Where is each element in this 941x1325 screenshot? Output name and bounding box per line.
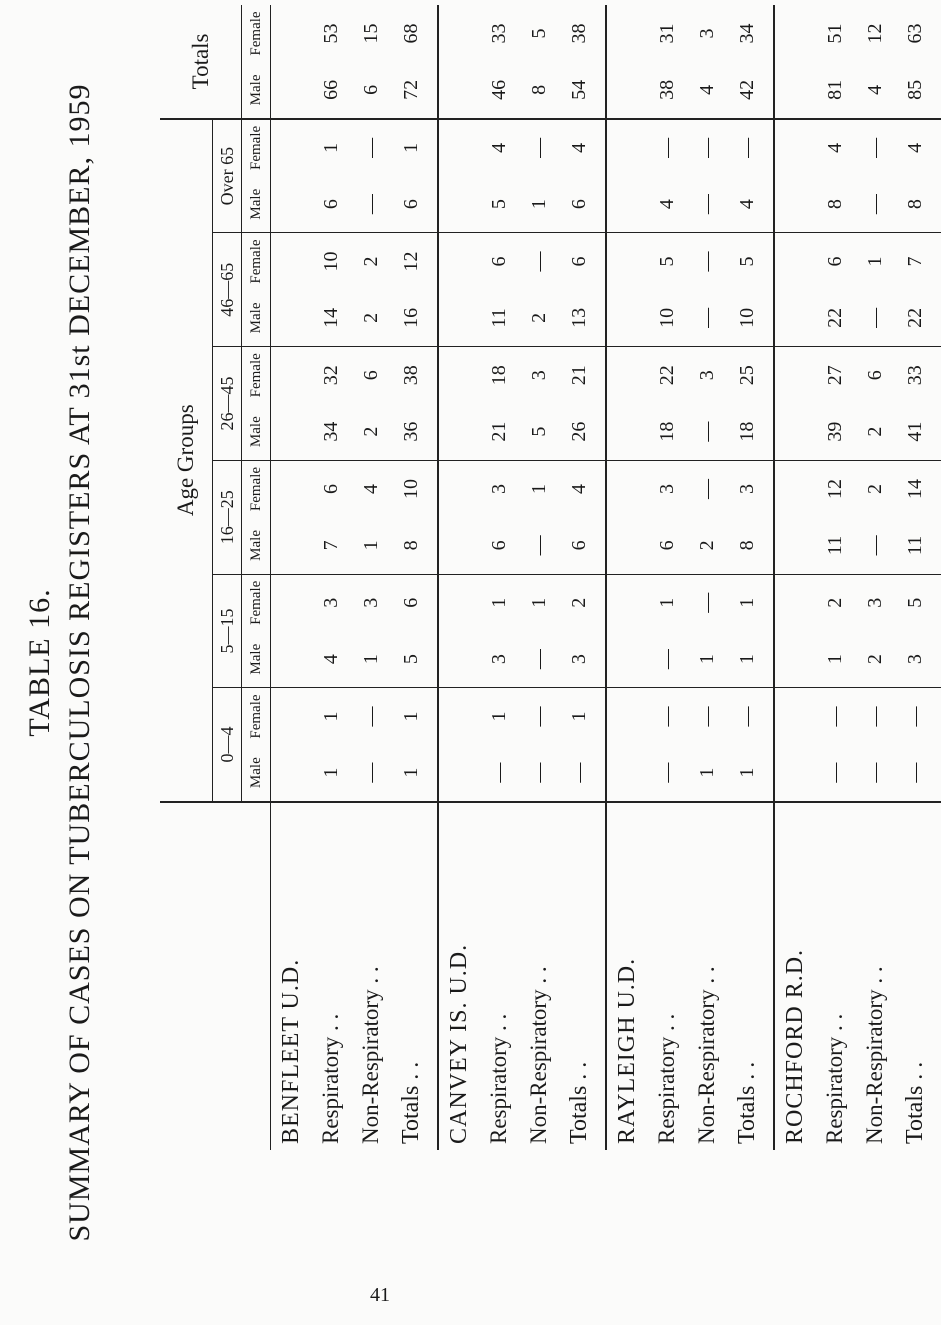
data-row-label: Respiratory . .: [654, 1013, 679, 1144]
empty-cell: [606, 574, 647, 631]
value-cell: —: [519, 517, 559, 574]
value-cell: 2: [359, 256, 382, 267]
data-row: [351, 5, 391, 1150]
age-group-header: Over 65: [213, 119, 242, 233]
value-cell: 18: [727, 403, 774, 460]
district-heading-label: BENFLEET U.D.: [271, 802, 312, 1150]
table-title: [20, 0, 100, 1325]
empty-cell: [438, 688, 479, 745]
district-heading: [438, 5, 479, 1150]
empty-cell: [606, 62, 647, 119]
data-row: [479, 5, 519, 1150]
data-row-label: Non-Respiratory . .: [862, 966, 887, 1144]
empty-cell: [774, 347, 815, 404]
value-cell: 1: [351, 631, 391, 688]
value-cell: 6: [479, 517, 519, 574]
value-cell: 36: [391, 403, 438, 460]
value-cell: 1: [487, 597, 510, 608]
value-cell: 6: [399, 597, 422, 608]
value-cell: —: [647, 631, 687, 688]
value-cell: 2: [823, 597, 846, 608]
value-cell: —: [687, 403, 727, 460]
value-cell: 16: [391, 290, 438, 347]
empty-cell: [271, 347, 312, 404]
female-header: Female: [242, 233, 271, 290]
female-header: Female: [242, 5, 271, 62]
female-header: Female: [242, 688, 271, 745]
empty-cell: [774, 403, 815, 460]
value-cell: 4: [687, 62, 727, 119]
value-cell: 3: [319, 597, 342, 608]
value-cell: 1: [319, 142, 342, 153]
district-heading: [271, 5, 312, 1150]
empty-cell: [271, 574, 312, 631]
empty-cell: [606, 5, 647, 62]
value-cell: 5: [903, 597, 926, 608]
value-cell: 41: [895, 403, 941, 460]
value-cell: 6: [559, 517, 606, 574]
value-cell: 6: [359, 370, 382, 381]
value-cell: —: [359, 706, 382, 727]
value-cell: 1: [399, 711, 422, 722]
corner-cell: [242, 802, 271, 1150]
empty-cell: [438, 574, 479, 631]
value-cell: 4: [727, 176, 774, 233]
totals-header: Totals: [160, 5, 242, 119]
totals-row-label: Totals . .: [901, 1061, 928, 1144]
empty-cell: [271, 233, 312, 290]
totals-row: [559, 5, 606, 1150]
value-cell: 27: [823, 365, 846, 386]
empty-cell: [606, 631, 647, 688]
empty-cell: [271, 176, 312, 233]
value-cell: —: [519, 745, 559, 802]
value-cell: —: [527, 706, 550, 727]
value-cell: 1: [727, 745, 774, 802]
value-cell: 31: [655, 23, 678, 44]
value-cell: 1: [527, 484, 550, 495]
male-header: Male: [242, 745, 271, 802]
value-cell: 1: [527, 597, 550, 608]
value-cell: 51: [823, 23, 846, 44]
empty-cell: [438, 119, 479, 176]
value-cell: 32: [319, 365, 342, 386]
value-cell: 4: [647, 176, 687, 233]
value-cell: 22: [895, 290, 941, 347]
value-cell: 25: [735, 365, 758, 386]
value-cell: —: [687, 290, 727, 347]
value-cell: 6: [351, 62, 391, 119]
value-cell: 6: [863, 370, 886, 381]
data-row-label: Respiratory . .: [822, 1013, 847, 1144]
value-cell: 81: [815, 62, 855, 119]
data-row: [647, 5, 687, 1150]
empty-cell: [438, 290, 479, 347]
value-cell: 33: [903, 365, 926, 386]
value-cell: 3: [895, 631, 941, 688]
empty-cell: [606, 688, 647, 745]
value-cell: 2: [351, 290, 391, 347]
value-cell: 10: [399, 479, 422, 500]
value-cell: 2: [855, 631, 895, 688]
value-cell: —: [519, 631, 559, 688]
value-cell: 2: [519, 290, 559, 347]
value-cell: 4: [567, 484, 590, 495]
value-cell: —: [823, 706, 846, 727]
value-cell: —: [479, 745, 519, 802]
value-cell: 3: [559, 631, 606, 688]
value-cell: 53: [319, 23, 342, 44]
empty-cell: [438, 403, 479, 460]
value-cell: 6: [391, 176, 438, 233]
value-cell: —: [655, 706, 678, 727]
data-row-label: Respiratory . .: [486, 1013, 511, 1144]
value-cell: —: [863, 706, 886, 727]
empty-cell: [774, 688, 815, 745]
empty-cell: [606, 347, 647, 404]
value-cell: 68: [399, 23, 422, 44]
totals-row: [727, 5, 774, 1150]
male-header: Male: [242, 517, 271, 574]
tuberculosis-summary-table: [160, 5, 941, 1150]
male-header: Male: [242, 176, 271, 233]
empty-cell: [606, 403, 647, 460]
empty-cell: [438, 176, 479, 233]
value-cell: 6: [487, 256, 510, 267]
value-cell: 2: [863, 484, 886, 495]
district-heading-label: CANVEY IS. U.D.: [438, 802, 479, 1150]
empty-cell: [774, 517, 815, 574]
value-cell: —: [559, 745, 606, 802]
value-cell: 7: [311, 517, 351, 574]
value-cell: 26: [559, 403, 606, 460]
value-cell: 5: [655, 256, 678, 267]
value-cell: —: [863, 137, 886, 158]
value-cell: 39: [815, 403, 855, 460]
empty-cell: [774, 5, 815, 62]
value-cell: 3: [359, 597, 382, 608]
value-cell: —: [687, 176, 727, 233]
value-cell: 5: [527, 28, 550, 39]
district-heading-label: ROCHFORD R.D.: [774, 802, 815, 1150]
value-cell: —: [655, 137, 678, 158]
value-cell: 5: [519, 403, 559, 460]
value-cell: 6: [823, 256, 846, 267]
value-cell: 46: [479, 62, 519, 119]
totals-row-label: Totals . .: [565, 1061, 592, 1144]
value-cell: 4: [903, 142, 926, 153]
empty-cell: [271, 460, 312, 517]
value-cell: 8: [815, 176, 855, 233]
value-cell: 3: [487, 484, 510, 495]
table-number: TABLE 16.: [23, 588, 56, 737]
value-cell: 1: [567, 711, 590, 722]
age-group-header: 16—25: [213, 460, 242, 574]
value-cell: 1: [815, 631, 855, 688]
totals-row-label: Totals . .: [733, 1061, 760, 1144]
value-cell: 2: [351, 403, 391, 460]
value-cell: 8: [895, 176, 941, 233]
empty-cell: [774, 176, 815, 233]
data-row-label: Non-Respiratory . .: [526, 966, 551, 1144]
value-cell: 3: [695, 28, 718, 39]
value-cell: 11: [815, 517, 855, 574]
value-cell: 14: [311, 290, 351, 347]
value-cell: —: [855, 290, 895, 347]
age-group-header: 5—15: [213, 574, 242, 688]
value-cell: 2: [855, 403, 895, 460]
corner-cell: [160, 802, 213, 1150]
empty-cell: [774, 233, 815, 290]
empty-cell: [271, 5, 312, 62]
empty-cell: [438, 631, 479, 688]
district-heading-label: RAYLEIGH U.D.: [606, 802, 647, 1150]
empty-cell: [774, 460, 815, 517]
value-cell: 13: [559, 290, 606, 347]
empty-cell: [438, 62, 479, 119]
value-cell: 54: [559, 62, 606, 119]
female-header: Female: [242, 347, 271, 404]
value-cell: —: [351, 745, 391, 802]
value-cell: 66: [311, 62, 351, 119]
value-cell: —: [735, 706, 758, 727]
empty-cell: [606, 517, 647, 574]
value-cell: —: [895, 745, 941, 802]
page-number: 41: [370, 1284, 390, 1306]
value-cell: 1: [687, 745, 727, 802]
male-header: Male: [242, 290, 271, 347]
empty-cell: [438, 233, 479, 290]
value-cell: 22: [815, 290, 855, 347]
value-cell: 18: [487, 365, 510, 386]
value-cell: 38: [647, 62, 687, 119]
data-row: [815, 5, 855, 1150]
empty-cell: [271, 119, 312, 176]
data-row-label: Non-Respiratory . .: [694, 966, 719, 1144]
value-cell: 21: [567, 365, 590, 386]
value-cell: 4: [855, 62, 895, 119]
empty-cell: [438, 347, 479, 404]
value-cell: 1: [687, 631, 727, 688]
empty-cell: [271, 403, 312, 460]
empty-cell: [606, 460, 647, 517]
value-cell: 3: [695, 370, 718, 381]
value-cell: 34: [311, 403, 351, 460]
data-row: [311, 5, 351, 1150]
totals-row: [895, 5, 941, 1150]
age-group-header: 0—4: [213, 688, 242, 802]
value-cell: 3: [863, 597, 886, 608]
value-cell: —: [695, 251, 718, 272]
value-cell: 6: [319, 484, 342, 495]
value-cell: 1: [655, 597, 678, 608]
value-cell: 10: [647, 290, 687, 347]
value-cell: 7: [903, 256, 926, 267]
value-cell: 1: [391, 745, 438, 802]
male-header: Male: [242, 403, 271, 460]
empty-cell: [774, 745, 815, 802]
data-row: [687, 5, 727, 1150]
value-cell: 8: [519, 62, 559, 119]
value-cell: 4: [311, 631, 351, 688]
value-cell: 8: [391, 517, 438, 574]
value-cell: 1: [319, 711, 342, 722]
value-cell: 12: [863, 23, 886, 44]
empty-cell: [774, 290, 815, 347]
value-cell: 4: [359, 484, 382, 495]
value-cell: 42: [727, 62, 774, 119]
value-cell: 1: [487, 711, 510, 722]
sex-row: [242, 5, 271, 1150]
value-cell: —: [855, 517, 895, 574]
value-cell: 4: [487, 142, 510, 153]
age-group-header: 46—65: [213, 233, 242, 347]
value-cell: 72: [391, 62, 438, 119]
value-cell: 34: [735, 23, 758, 44]
empty-cell: [271, 62, 312, 119]
value-cell: 18: [647, 403, 687, 460]
value-cell: 21: [479, 403, 519, 460]
empty-cell: [271, 745, 312, 802]
empty-cell: [774, 631, 815, 688]
value-cell: 1: [311, 745, 351, 802]
value-cell: —: [855, 176, 895, 233]
data-row: [519, 5, 559, 1150]
age-group-header: 26—45: [213, 347, 242, 461]
value-cell: —: [695, 592, 718, 613]
value-cell: 4: [567, 142, 590, 153]
value-cell: 1: [727, 631, 774, 688]
value-cell: 5: [391, 631, 438, 688]
value-cell: 2: [567, 597, 590, 608]
value-cell: —: [359, 137, 382, 158]
age-group-row: [213, 5, 242, 1150]
value-cell: 38: [567, 23, 590, 44]
value-cell: 1: [519, 176, 559, 233]
value-cell: 3: [655, 484, 678, 495]
value-cell: 10: [319, 251, 342, 272]
female-header: Female: [242, 119, 271, 176]
value-cell: —: [527, 251, 550, 272]
empty-cell: [271, 290, 312, 347]
empty-cell: [606, 176, 647, 233]
value-cell: 6: [647, 517, 687, 574]
empty-cell: [271, 688, 312, 745]
value-cell: —: [695, 137, 718, 158]
empty-cell: [606, 745, 647, 802]
female-header: Female: [242, 574, 271, 631]
value-cell: —: [647, 745, 687, 802]
value-cell: —: [351, 176, 391, 233]
corner-cell: [213, 802, 242, 1150]
value-cell: 3: [527, 370, 550, 381]
value-cell: —: [695, 479, 718, 500]
value-cell: 12: [823, 479, 846, 500]
value-cell: —: [815, 745, 855, 802]
totals-row: [391, 5, 438, 1150]
value-cell: 14: [903, 479, 926, 500]
value-cell: 63: [903, 23, 926, 44]
data-row: [855, 5, 895, 1150]
value-cell: 33: [487, 23, 510, 44]
data-row-label: Respiratory . .: [318, 1013, 343, 1144]
value-cell: —: [903, 706, 926, 727]
value-cell: —: [527, 137, 550, 158]
male-header: Male: [242, 631, 271, 688]
value-cell: 4: [823, 142, 846, 153]
value-cell: 12: [399, 251, 422, 272]
value-cell: 5: [479, 176, 519, 233]
value-cell: 2: [687, 517, 727, 574]
value-cell: 38: [399, 365, 422, 386]
value-cell: 6: [311, 176, 351, 233]
empty-cell: [606, 119, 647, 176]
empty-cell: [438, 517, 479, 574]
totals-row-label: Totals . .: [397, 1061, 424, 1144]
value-cell: 3: [479, 631, 519, 688]
empty-cell: [774, 119, 815, 176]
value-cell: 3: [735, 484, 758, 495]
empty-cell: [606, 290, 647, 347]
table-body: [271, 5, 941, 1150]
value-cell: 1: [735, 597, 758, 608]
male-header: Male: [242, 62, 271, 119]
empty-cell: [438, 460, 479, 517]
value-cell: 85: [895, 62, 941, 119]
value-cell: 1: [399, 142, 422, 153]
value-cell: 8: [727, 517, 774, 574]
data-row-label: Non-Respiratory . .: [358, 966, 383, 1144]
empty-cell: [438, 5, 479, 62]
value-cell: 11: [895, 517, 941, 574]
value-cell: 6: [567, 256, 590, 267]
value-cell: 10: [727, 290, 774, 347]
value-cell: 1: [863, 256, 886, 267]
district-heading: [606, 5, 647, 1150]
value-cell: 5: [735, 256, 758, 267]
empty-cell: [774, 62, 815, 119]
district-heading: [774, 5, 815, 1150]
empty-cell: [438, 745, 479, 802]
value-cell: 6: [559, 176, 606, 233]
empty-cell: [606, 233, 647, 290]
age-groups-header: Age Groups: [160, 119, 213, 802]
value-cell: 22: [655, 365, 678, 386]
female-header: Female: [242, 460, 271, 517]
value-cell: 11: [479, 290, 519, 347]
empty-cell: [271, 517, 312, 574]
value-cell: —: [735, 137, 758, 158]
value-cell: —: [855, 745, 895, 802]
value-cell: 1: [351, 517, 391, 574]
value-cell: —: [695, 706, 718, 727]
empty-cell: [774, 574, 815, 631]
table-heading: SUMMARY OF CASES ON TUBERCULOSIS REGISTERS AT 31st DECEMBER, 1959: [63, 83, 96, 1242]
value-cell: 15: [359, 23, 382, 44]
empty-cell: [271, 631, 312, 688]
